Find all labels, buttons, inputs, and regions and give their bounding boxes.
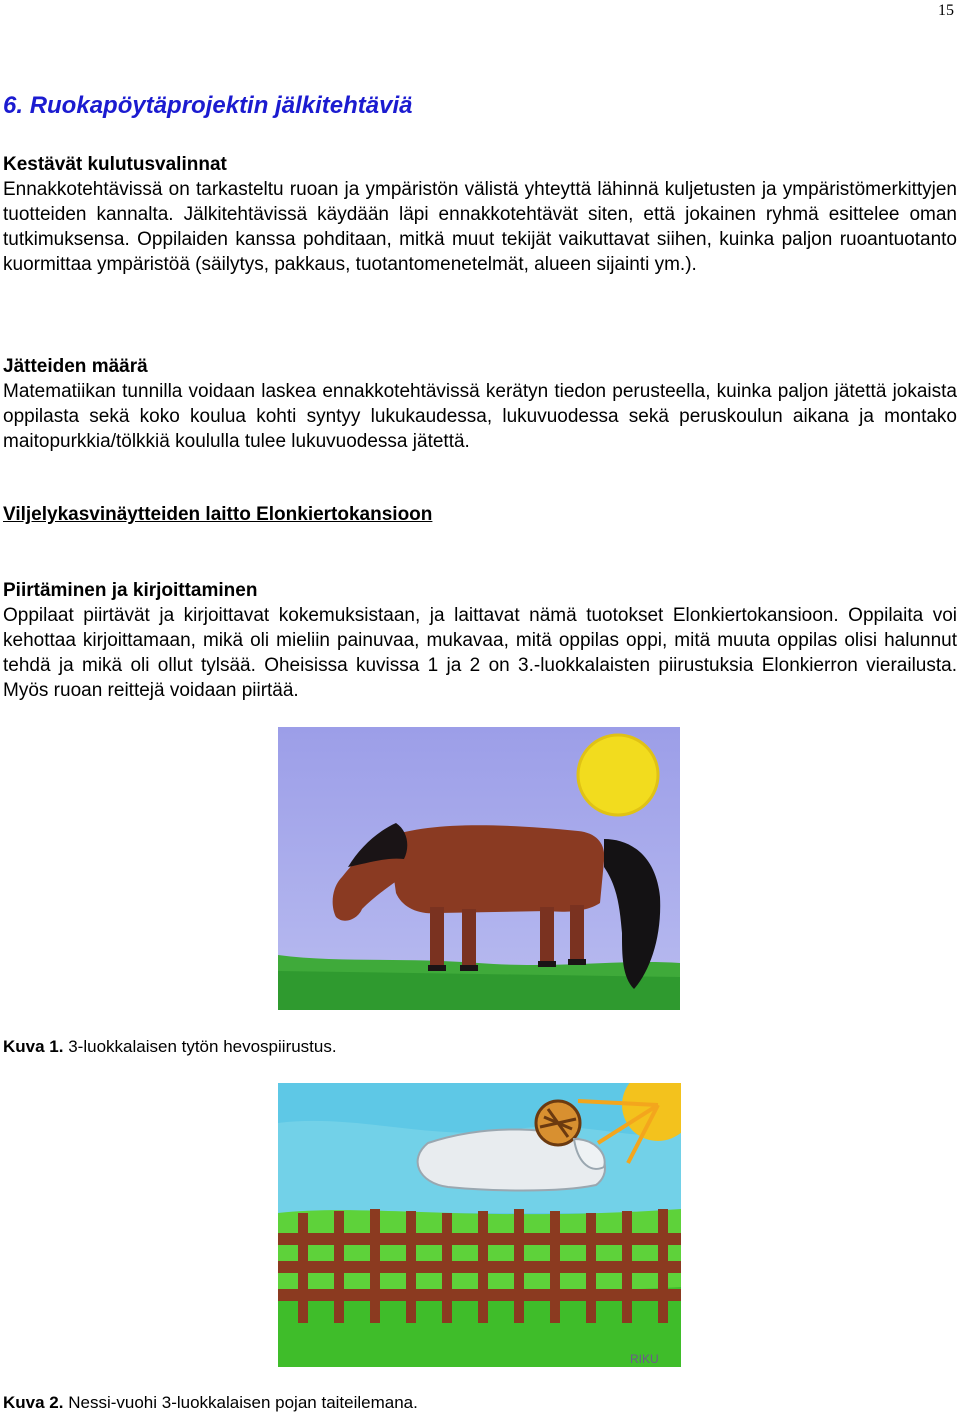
figure-1-caption xyxy=(3,1037,337,1057)
section-number: 6. xyxy=(3,92,24,119)
horse-body-shape xyxy=(388,825,604,913)
figure-2-caption xyxy=(3,1393,418,1413)
figure-1-label: Kuva 1. xyxy=(3,1037,64,1056)
block-paragraph: Matematiikan tunnilla voidaan laskea ennakkotehtävissä kerätyn tiedon perusteella, kuinka paljon jätettä jokaista oppilasta sekä koko koulua kohti syntyy lukukaudessa, lukuvuodessa sekä peruskoulun aikana ja montako maitopurkkia/tölkkiä koululla tulee lukuvuodessa jätettä. xyxy=(3,381,957,452)
block-heading: Jätteiden määrä xyxy=(3,356,148,377)
section-title-text: Ruokapöytäprojektin jälkitehtäviä xyxy=(29,92,413,119)
block-jatteiden-maara xyxy=(3,354,957,454)
figure-2-label: Kuva 2. xyxy=(3,1393,64,1412)
page-number: 15 xyxy=(938,2,954,19)
horse-drawing-image xyxy=(278,727,680,1010)
block-piirtaminen xyxy=(3,578,957,703)
block-paragraph: Oppilaat piirtävät ja kirjoittavat kokemuksistaan, ja laittavat nämä tuotokset Elonkiertokansioon. Oppilaita voi kehottaa kirjoittamaan, mikä oli mieliin painuvaa, mukavaa, mitä oppilas oppi, mitä muuta oppilas olisi halunnut tehdä ja mikä oli ollut tylsää. Oheisissa kuvissa 1 ja 2 on 3.-luokkalaisten piirustuksia Elonkierron vierailusta. Myös ruoan reittejä voidaan piirtää. xyxy=(3,605,957,701)
block-heading: Piirtäminen ja kirjoittaminen xyxy=(3,580,258,601)
artist-signature: RIKU xyxy=(630,1352,659,1366)
block-kestavat-kulutusvalinnat xyxy=(3,152,957,277)
block-paragraph: Ennakkotehtävissä on tarkasteltu ruoan ja ympäristön välistä yhteyttä lähinnä kuljetusten ja ympäristömerkittyjen tuotteiden kannalta. Jälkitehtävissä käydään läpi ennakkotehtävät siten, että jokainen ryhmä esittelee oman tutkimuksensa. Oppilaiden kanssa pohditaan, mitkä muut tekijät vaikuttavat siihen, kuinka paljon ruoantuotanto kuormittaa ympäristöä (säilytys, pakkaus, tuotantomenetelmät, alueen sijainti ym.). xyxy=(3,179,957,275)
block-heading: Kestävät kulutusvalinnat xyxy=(3,154,227,175)
figure-1-caption-text: 3-luokkalaisen tytön hevospiirustus. xyxy=(68,1037,337,1056)
block-viljelykasvinaytteet xyxy=(3,502,957,527)
block-heading: Viljelykasvinäytteiden laitto Elonkiertokansioon xyxy=(3,504,433,525)
section-title xyxy=(3,92,412,120)
figure-2-caption-text: Nessi-vuohi 3-luokkalaisen pojan taiteilemana. xyxy=(68,1393,418,1412)
goat-drawing-svg xyxy=(278,1083,681,1367)
sun-shape xyxy=(578,735,658,815)
horse-drawing-svg xyxy=(278,727,680,1010)
goat-drawing-image xyxy=(278,1083,681,1367)
